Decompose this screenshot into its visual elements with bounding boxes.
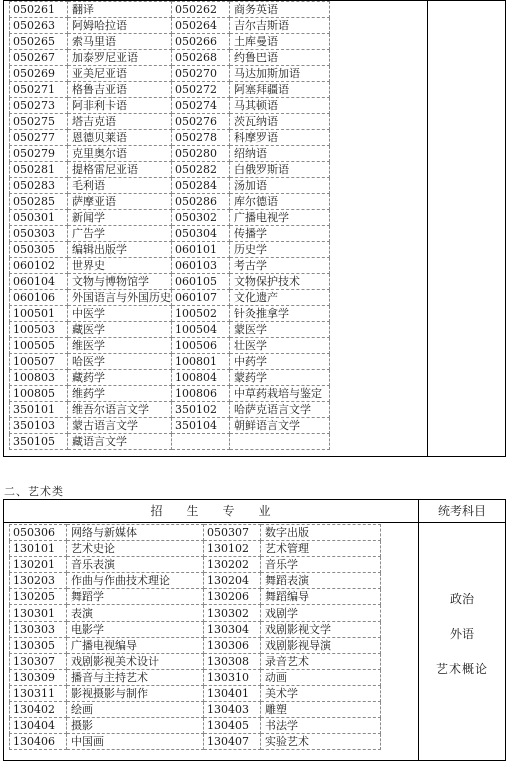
table-row xyxy=(10,338,330,354)
major-name: 阿姆哈拉语 xyxy=(68,18,172,34)
major-code: 130202 xyxy=(204,557,261,573)
table-row xyxy=(10,354,330,370)
major-code: 050269 xyxy=(10,66,68,82)
major-name: 科摩罗语 xyxy=(230,130,330,146)
major-name: 萨摩亚语 xyxy=(68,194,172,210)
major-name: 商务英语 xyxy=(230,2,330,18)
major-name: 约鲁巴语 xyxy=(230,50,330,66)
major-name: 音乐表演 xyxy=(67,557,204,573)
table-row xyxy=(10,718,381,734)
table-row xyxy=(10,653,381,669)
major-code: 100506 xyxy=(172,338,230,354)
major-code: 100803 xyxy=(10,370,68,386)
major-name: 广播电视学 xyxy=(230,210,330,226)
major-name: 中草药栽培与鉴定 xyxy=(230,386,330,402)
major-code: 350104 xyxy=(172,418,230,434)
arts-majors-grid xyxy=(9,524,381,750)
major-code: 050303 xyxy=(10,226,68,242)
major-code: 050271 xyxy=(10,82,68,98)
table-row xyxy=(10,734,381,750)
table-row xyxy=(10,418,330,434)
table-row xyxy=(10,162,330,178)
table-row xyxy=(10,637,381,653)
major-name: 吉尔吉斯语 xyxy=(230,18,330,34)
major-code: 130405 xyxy=(204,718,261,734)
major-code: 060105 xyxy=(172,274,230,290)
major-name: 播音与主持艺术 xyxy=(67,669,204,685)
major-code: 130309 xyxy=(10,669,67,685)
major-code: 050264 xyxy=(172,18,230,34)
table-row xyxy=(10,386,330,402)
major-code: 060107 xyxy=(172,290,230,306)
major-name: 舞蹈编导 xyxy=(261,589,381,605)
major-name: 维医学 xyxy=(68,338,172,354)
major-name: 摄影 xyxy=(67,718,204,734)
major-name: 哈萨克语言文学 xyxy=(230,402,330,418)
major-column-header: 招 生 专 业 xyxy=(150,504,271,518)
header-divider xyxy=(4,522,505,523)
major-name: 汤加语 xyxy=(230,178,330,194)
major-code: 350105 xyxy=(10,434,68,450)
major-code: 050304 xyxy=(172,226,230,242)
major-code: 100502 xyxy=(172,306,230,322)
major-code: 130303 xyxy=(10,621,67,637)
major-name: 阿非利卡语 xyxy=(68,98,172,114)
major-code: 050270 xyxy=(172,66,230,82)
major-name: 中国画 xyxy=(67,734,204,750)
table-row xyxy=(10,573,381,589)
table-row xyxy=(10,290,330,306)
major-code: 050273 xyxy=(10,98,68,114)
table-row xyxy=(10,130,330,146)
major-code: 130204 xyxy=(204,573,261,589)
major-name: 壮医学 xyxy=(230,338,330,354)
major-name: 音乐学 xyxy=(261,557,381,573)
major-name: 毛利语 xyxy=(68,178,172,194)
major-code: 050279 xyxy=(10,146,68,162)
table-row xyxy=(10,258,330,274)
major-code: 050268 xyxy=(172,50,230,66)
table-row xyxy=(10,18,330,34)
major-name: 录音艺术 xyxy=(261,653,381,669)
table-row xyxy=(10,98,330,114)
table-row xyxy=(10,669,381,685)
major-code: 050266 xyxy=(172,34,230,50)
major-code: 060102 xyxy=(10,258,68,274)
major-code: 100806 xyxy=(172,386,230,402)
table-row xyxy=(10,525,381,541)
major-name: 恩德贝莱语 xyxy=(68,130,172,146)
major-code: 100505 xyxy=(10,338,68,354)
major-code: 100501 xyxy=(10,306,68,322)
major-code: 100504 xyxy=(172,322,230,338)
major-name: 朝鲜语言文学 xyxy=(230,418,330,434)
major-code: 100801 xyxy=(172,354,230,370)
major-name: 绘画 xyxy=(67,702,204,718)
major-name: 马达加斯加语 xyxy=(230,66,330,82)
major-code: 130407 xyxy=(204,734,261,750)
table-row xyxy=(10,702,381,718)
section-title: 二、艺术类 xyxy=(4,485,64,498)
major-code: 130201 xyxy=(10,557,67,573)
major-code: 050302 xyxy=(172,210,230,226)
major-name: 绍纳语 xyxy=(230,146,330,162)
major-name: 加泰罗尼亚语 xyxy=(68,50,172,66)
major-name: 外国语言与外国历史 xyxy=(68,290,172,306)
major-code: 130308 xyxy=(204,653,261,669)
table-row xyxy=(10,557,381,573)
major-code: 050263 xyxy=(10,18,68,34)
major-name: 克里奥尔语 xyxy=(68,146,172,162)
major-name: 戏剧学 xyxy=(261,605,381,621)
major-name: 白俄罗斯语 xyxy=(230,162,330,178)
table-row xyxy=(10,34,330,50)
table-row xyxy=(10,210,330,226)
major-code: 130306 xyxy=(204,637,261,653)
major-code: 130101 xyxy=(10,541,67,557)
major-code: 050261 xyxy=(10,2,68,18)
major-name: 考古学 xyxy=(230,258,330,274)
table-row xyxy=(10,434,330,450)
major-name xyxy=(230,434,330,450)
table-row xyxy=(10,146,330,162)
major-code: 130301 xyxy=(10,605,67,621)
major-code: 130310 xyxy=(204,669,261,685)
exam-column-header: 统考科目 xyxy=(437,504,486,518)
major-code: 130305 xyxy=(10,637,67,653)
major-name: 藏医学 xyxy=(68,322,172,338)
major-name: 艺术史论 xyxy=(67,541,204,557)
major-name: 文化遗产 xyxy=(230,290,330,306)
major-name: 历史学 xyxy=(230,242,330,258)
major-name: 广告学 xyxy=(68,226,172,242)
major-name: 戏剧影视美术设计 xyxy=(67,653,204,669)
major-code: 060103 xyxy=(172,258,230,274)
major-code: 130102 xyxy=(204,541,261,557)
major-code: 050284 xyxy=(172,178,230,194)
major-name: 数字出版 xyxy=(261,525,381,541)
major-code: 060106 xyxy=(10,290,68,306)
major-name: 作曲与作曲技术理论 xyxy=(67,573,204,589)
major-code: 100503 xyxy=(10,322,68,338)
major-name: 编辑出版学 xyxy=(68,242,172,258)
major-name: 茨瓦纳语 xyxy=(230,114,330,130)
major-code: 050278 xyxy=(172,130,230,146)
major-code: 050265 xyxy=(10,34,68,50)
major-name: 土库曼语 xyxy=(230,34,330,50)
table-row xyxy=(10,402,330,418)
table-row xyxy=(10,178,330,194)
major-name: 新闻学 xyxy=(68,210,172,226)
major-name: 美术学 xyxy=(261,685,381,701)
table-row xyxy=(10,605,381,621)
major-name: 库尔德语 xyxy=(230,194,330,210)
major-code: 050282 xyxy=(172,162,230,178)
major-code: 050276 xyxy=(172,114,230,130)
major-name: 雕塑 xyxy=(261,702,381,718)
table-row xyxy=(10,66,330,82)
major-code: 050285 xyxy=(10,194,68,210)
major-name: 马其顿语 xyxy=(230,98,330,114)
major-name: 蒙古语言文学 xyxy=(68,418,172,434)
major-name: 广播电视编导 xyxy=(67,637,204,653)
table-row xyxy=(10,242,330,258)
major-code: 050275 xyxy=(10,114,68,130)
exam-subject-foreign-language: 外语 xyxy=(449,627,474,641)
major-name: 阿塞拜疆语 xyxy=(230,82,330,98)
major-code: 050274 xyxy=(172,98,230,114)
major-name: 格鲁吉亚语 xyxy=(68,82,172,98)
major-code: 130401 xyxy=(204,685,261,701)
major-code: 130402 xyxy=(10,702,67,718)
major-code: 130302 xyxy=(204,605,261,621)
major-name: 针灸推拿学 xyxy=(230,306,330,322)
major-code: 050272 xyxy=(172,82,230,98)
major-code: 050280 xyxy=(172,146,230,162)
major-name: 书法学 xyxy=(261,718,381,734)
major-code: 130205 xyxy=(10,589,67,605)
major-name: 动画 xyxy=(261,669,381,685)
major-name: 世界史 xyxy=(68,258,172,274)
major-name: 戏剧影视文学 xyxy=(261,621,381,637)
major-name: 传播学 xyxy=(230,226,330,242)
table-row xyxy=(10,274,330,290)
major-name: 舞蹈学 xyxy=(67,589,204,605)
major-name: 中药学 xyxy=(230,354,330,370)
major-code: 050281 xyxy=(10,162,68,178)
major-name: 哈医学 xyxy=(68,354,172,370)
major-code: 130311 xyxy=(10,685,67,701)
major-code: 050301 xyxy=(10,210,68,226)
major-code: 100805 xyxy=(10,386,68,402)
table-row xyxy=(10,621,381,637)
major-code: 050277 xyxy=(10,130,68,146)
major-code: 050306 xyxy=(10,525,67,541)
major-name: 维吾尔语言文学 xyxy=(68,402,172,418)
major-code: 130203 xyxy=(10,573,67,589)
exam-subject-politics: 政治 xyxy=(449,592,474,606)
major-code: 050305 xyxy=(10,242,68,258)
table-row xyxy=(10,50,330,66)
major-code: 100507 xyxy=(10,354,68,370)
major-code: 130403 xyxy=(204,702,261,718)
major-code: 130304 xyxy=(204,621,261,637)
major-name: 网络与新媒体 xyxy=(67,525,204,541)
major-name: 索马里语 xyxy=(68,34,172,50)
major-name: 提格雷尼亚语 xyxy=(68,162,172,178)
major-name: 塔吉克语 xyxy=(68,114,172,130)
table-row xyxy=(10,306,330,322)
major-code: 050283 xyxy=(10,178,68,194)
major-code: 060104 xyxy=(10,274,68,290)
major-name: 蒙药学 xyxy=(230,370,330,386)
major-code xyxy=(172,434,230,450)
major-name: 实验艺术 xyxy=(261,734,381,750)
major-name: 翻译 xyxy=(68,2,172,18)
language-majors-grid xyxy=(9,1,330,450)
table-row xyxy=(10,2,330,18)
major-code: 130406 xyxy=(10,734,67,750)
major-code: 350101 xyxy=(10,402,68,418)
major-name: 中医学 xyxy=(68,306,172,322)
table-row xyxy=(10,226,330,242)
table-row xyxy=(10,194,330,210)
table-row xyxy=(10,541,381,557)
major-code: 130206 xyxy=(204,589,261,605)
major-name: 表演 xyxy=(67,605,204,621)
major-name: 文物保护技术 xyxy=(230,274,330,290)
major-code: 050267 xyxy=(10,50,68,66)
major-name: 维药学 xyxy=(68,386,172,402)
major-code: 100804 xyxy=(172,370,230,386)
column-divider xyxy=(427,1,428,456)
table-row xyxy=(10,82,330,98)
major-code: 350103 xyxy=(10,418,68,434)
major-name: 戏剧影视导演 xyxy=(261,637,381,653)
major-name: 蒙医学 xyxy=(230,322,330,338)
major-name: 藏药学 xyxy=(68,370,172,386)
major-code: 130307 xyxy=(10,653,67,669)
exam-subjects-cell xyxy=(418,524,506,760)
major-name: 影视摄影与制作 xyxy=(67,685,204,701)
major-code: 050262 xyxy=(172,2,230,18)
table-row xyxy=(10,114,330,130)
table-row xyxy=(10,370,330,386)
major-name: 电影学 xyxy=(67,621,204,637)
table-row xyxy=(10,589,381,605)
major-code: 350102 xyxy=(172,402,230,418)
major-name: 藏语言文学 xyxy=(68,434,172,450)
major-name: 文物与博物馆学 xyxy=(68,274,172,290)
major-code: 130404 xyxy=(10,718,67,734)
major-code: 050286 xyxy=(172,194,230,210)
table-row xyxy=(10,685,381,701)
major-code: 060101 xyxy=(172,242,230,258)
major-code: 050307 xyxy=(204,525,261,541)
major-name: 亚美尼亚语 xyxy=(68,66,172,82)
table-row xyxy=(10,322,330,338)
major-name: 舞蹈表演 xyxy=(261,573,381,589)
major-name: 艺术管理 xyxy=(261,541,381,557)
exam-subject-art-theory: 艺术概论 xyxy=(435,662,488,676)
